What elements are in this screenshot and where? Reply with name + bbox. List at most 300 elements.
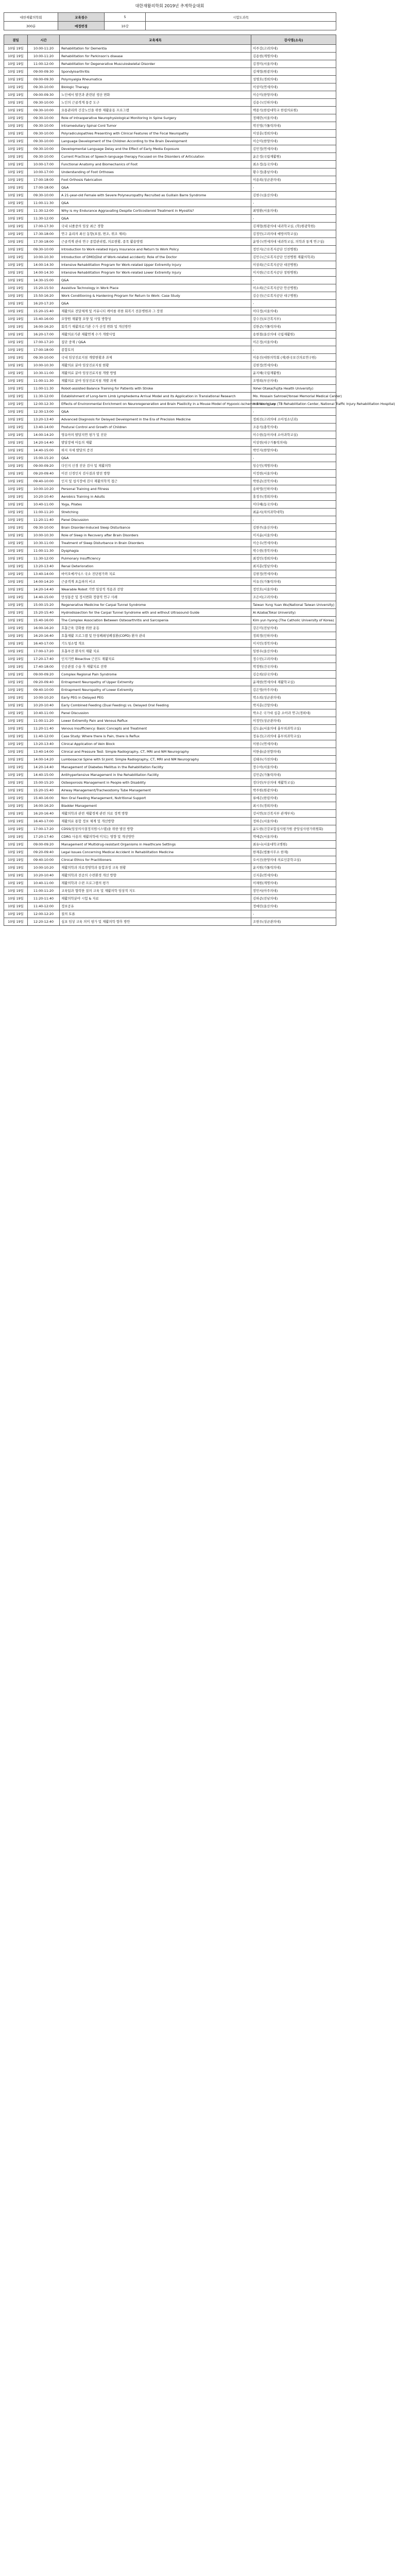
row-title: Bladder Management	[60, 802, 251, 810]
row-time: 16:20-16:40	[28, 810, 60, 818]
row-time: 09:40-10:00	[28, 686, 60, 694]
row-title: 교육팀과 협력한 질의 교육 및 재활의학 임상적 지도	[60, 887, 251, 895]
row-date: 10월 19일	[4, 354, 28, 362]
row-speaker: -	[251, 184, 336, 192]
row-title: Management of Multidrug-resistant Organisms in Healthcare Settings	[60, 841, 251, 849]
row-speaker: 김재형(원광의대 내과학교실, (학)원광학원)	[251, 223, 336, 230]
row-title: 재활의학과 전공의 수련환경 개선 방향	[60, 872, 251, 879]
row-date: 10월 19일	[4, 849, 28, 856]
table-row	[4, 918, 336, 926]
row-speaker: 한재훈(법률사무소 한재)	[251, 849, 336, 856]
row-time: 11:20-11:40	[28, 516, 60, 524]
row-speaker: 이채원(계명의대)	[251, 879, 336, 887]
table-row	[4, 740, 336, 748]
row-time: 12:00-12:30	[28, 400, 60, 408]
row-speaker: 박현준(전북의대)	[251, 478, 336, 485]
row-time: 09:00-09:30	[28, 68, 60, 76]
row-date: 10월 19일	[4, 601, 28, 609]
row-time: 17:00-17:30	[28, 223, 60, 230]
row-title: Venous Insufficiency: Basic Concepts and Treatment	[60, 725, 251, 733]
row-date: 10월 19일	[4, 563, 28, 570]
table-row	[4, 478, 336, 485]
row-speaker: Yohei Otaka(Fujita Health University)	[251, 385, 336, 393]
table-row	[4, 431, 336, 439]
row-speaker: 임현우(울산의대)	[251, 648, 336, 655]
row-date: 10월 19일	[4, 138, 28, 145]
row-title: Rehabilitation for Dementia	[60, 45, 251, 53]
row-time: 11:00-11:30	[28, 199, 60, 207]
table-row	[4, 547, 336, 555]
row-speaker: 최영환(서울의대)	[251, 207, 336, 215]
row-date: 10월 19일	[4, 709, 28, 717]
row-date: 10월 19일	[4, 694, 28, 702]
table-row	[4, 207, 336, 215]
row-date: 10월 19일	[4, 733, 28, 740]
row-speaker: 박소희(성균관의대)	[251, 694, 336, 702]
row-title: Biologic Therapy	[60, 83, 251, 91]
row-date: 10월 19일	[4, 168, 28, 176]
row-date: 10월 19일	[4, 253, 28, 261]
table-row	[4, 215, 336, 223]
row-title: 재활의학과 수련 프로그램의 평가	[60, 879, 251, 887]
row-time: 09:30-10:00	[28, 246, 60, 253]
row-date: 10월 19일	[4, 223, 28, 230]
table-row	[4, 864, 336, 872]
row-speaker: -	[251, 277, 336, 284]
row-date: 10월 19일	[4, 447, 28, 454]
row-time: 10:40-11:00	[28, 501, 60, 509]
table-row	[4, 733, 336, 740]
document-title: 대한재활의학회 2019년 추계학술대회	[135, 4, 204, 8]
row-time: 11:30-12:00	[28, 207, 60, 215]
row-time: 15:00-15:20	[28, 601, 60, 609]
table-row	[4, 493, 336, 501]
table-row	[4, 825, 336, 833]
table-row	[4, 138, 336, 145]
row-date: 10월 19일	[4, 702, 28, 709]
table-row	[4, 161, 336, 168]
row-time: 16:20-16:40	[28, 632, 60, 640]
row-speaker: 조용석(충북의대)	[251, 423, 336, 431]
row-speaker: 김용수(인하의대)	[251, 99, 336, 107]
row-date: 10월 19일	[4, 794, 28, 802]
row-date: 10월 19일	[4, 771, 28, 779]
row-title: 기도청소법 개요	[60, 640, 251, 648]
row-date: 10월 19일	[4, 624, 28, 632]
row-time: 17:40-18:00	[28, 663, 60, 671]
row-time: 10:00-11:20	[28, 45, 60, 53]
row-date: 10월 19일	[4, 810, 28, 818]
row-date: 10월 19일	[4, 292, 28, 300]
row-date: 10월 19일	[4, 586, 28, 594]
row-date: 10월 19일	[4, 679, 28, 686]
row-time: 09:40-10:00	[28, 478, 60, 485]
row-date: 10월 19일	[4, 269, 28, 277]
row-speaker: -	[251, 454, 336, 462]
row-date: 10월 19일	[4, 246, 28, 253]
row-date: 10월 19일	[4, 385, 28, 393]
empty-cell	[146, 22, 336, 30]
row-time: 09:30-10:00	[28, 114, 60, 122]
row-title: Spondyloarthritis	[60, 68, 251, 76]
row-speaker: 정희진(고려의대 소아청소년과)	[251, 416, 336, 423]
row-title: Complex Regional Pain Syndrome	[60, 671, 251, 679]
table-row	[4, 462, 336, 470]
row-time: 16:00-16:20	[28, 802, 60, 810]
row-time: 10:20-10:40	[28, 493, 60, 501]
row-speaker: 김도윤(서울의대 흉부외과학교실)	[251, 725, 336, 733]
row-title: 호흡근육 강화를 위한 운동	[60, 624, 251, 632]
row-time: 11:30-12:00	[28, 555, 60, 563]
row-date: 10월 19일	[4, 532, 28, 539]
row-speaker: 정민지(근로복지공단 인천병원)	[251, 246, 336, 253]
row-title: 재활의학분야 시험 & 자료	[60, 895, 251, 903]
row-date: 10월 19일	[4, 315, 28, 323]
row-date: 10월 19일	[4, 284, 28, 292]
row-time: 15:00-15:20	[28, 779, 60, 787]
row-date: 10월 19일	[4, 83, 28, 91]
row-date: 10월 19일	[4, 76, 28, 83]
row-title: CDRG 사용의 재활의학에 미치는 영향 및 개선방안	[60, 833, 251, 841]
document	[4, 0, 395, 926]
row-time: 09:40-10:00	[28, 856, 60, 864]
row-title: Case Study: Where there is Pain, there is Reflux	[60, 733, 251, 740]
table-row	[4, 694, 336, 702]
row-speaker: 김용현(계명의대)	[251, 53, 336, 60]
table-row	[4, 60, 336, 68]
row-speaker: 이용진(대한의학회 (재)한국보건의료연구원)	[251, 354, 336, 362]
row-speaker: 박민지(한양의대)	[251, 447, 336, 454]
table-row	[4, 686, 336, 694]
row-date: 10월 19일	[4, 408, 28, 416]
row-time: 14:20-14:40	[28, 586, 60, 594]
row-time: 15:20-15:40	[28, 787, 60, 794]
table-row	[4, 516, 336, 524]
table-row	[4, 439, 336, 447]
table-row	[4, 725, 336, 733]
row-speaker: 이다정(서울의대)	[251, 308, 336, 315]
row-date: 10월 19일	[4, 524, 28, 532]
session-value: 10강	[105, 22, 146, 30]
row-date: 10월 19일	[4, 53, 28, 60]
table-row	[4, 717, 336, 725]
row-time: 11:00-12:00	[28, 60, 60, 68]
row-speaker: Kim yun hyong (The Catholic University of Korea)	[251, 617, 336, 624]
schedule-table	[4, 35, 395, 926]
row-date: 10월 19일	[4, 609, 28, 617]
row-date: 10월 19일	[4, 478, 28, 485]
row-time: 10:20-10:40	[28, 872, 60, 879]
table-row	[4, 53, 336, 60]
table-row	[4, 794, 336, 802]
row-speaker: 박진영(가톨릭의대)	[251, 122, 336, 130]
table-row	[4, 292, 336, 300]
row-date: 10월 19일	[4, 686, 28, 694]
table-row	[4, 261, 336, 269]
row-speaker: 강수진(보건복지부)	[251, 315, 336, 323]
table-row	[4, 470, 336, 478]
row-title: Regenerative Medicine for Carpal Tunnel Syndrome	[60, 601, 251, 609]
row-date: 10월 19일	[4, 145, 28, 153]
table-row	[4, 393, 336, 400]
row-time: 09:00-09:20	[28, 841, 60, 849]
row-title: Aerobics Training in Adults	[60, 493, 251, 501]
row-date: 10월 19일	[4, 833, 28, 841]
row-date: 10월 19일	[4, 516, 28, 524]
row-time: 16:20-17:20	[28, 300, 60, 308]
row-title: Foot Orthosis Fabrication	[60, 176, 251, 184]
row-date: 10월 19일	[4, 640, 28, 648]
row-time: 12:30-13:00	[28, 408, 60, 416]
row-speaker: -	[251, 346, 336, 354]
row-title: Stretching	[60, 509, 251, 516]
row-title: Antihypertensive Management in the Rehabilitation Facility	[60, 771, 251, 779]
row-time: 09:20-09:40	[28, 470, 60, 478]
row-date: 10월 19일	[4, 555, 28, 563]
row-speaker: 황수정(충남의대)	[251, 168, 336, 176]
table-row	[4, 184, 336, 192]
table-row	[4, 702, 336, 709]
row-title: Language Development of the Children According to the Brain Development	[60, 138, 251, 145]
info-row-2	[4, 22, 336, 30]
row-title: 다인지 신경 진단 검사 및 재활의학	[60, 462, 251, 470]
row-time: 10:20-10:40	[28, 702, 60, 709]
row-title: Intensive Rehabilitation Program for Work-related Lower Extremity Injury	[60, 269, 251, 277]
row-title: Understanding of Foot Orthoses	[60, 168, 251, 176]
row-title: Panel Discussion	[60, 516, 251, 524]
row-date: 10월 19일	[4, 825, 28, 833]
row-title: Effects of Environmental Enrichment on Neuroregeneration and Brain Plasticity in a Mouse Model of Hypoxic-ischemic Brain Injury	[60, 400, 251, 408]
row-date: 10월 19일	[4, 632, 28, 640]
row-time: 11:00-11:30	[28, 547, 60, 555]
row-time: 13:40-14:00	[28, 570, 60, 578]
table-row	[4, 617, 336, 624]
row-speaker: 김승희(단국의대)	[251, 671, 336, 679]
row-speaker: -	[251, 910, 336, 918]
row-date: 10월 19일	[4, 338, 28, 346]
row-title: Panel Discussion	[60, 709, 251, 717]
table-row	[4, 756, 336, 764]
row-date: 10월 19일	[4, 671, 28, 679]
row-title: Q&A	[60, 184, 251, 192]
row-title: Developmental Language Delay and the Effect of Early Media Exposure	[60, 145, 251, 153]
row-date: 10월 19일	[4, 400, 28, 408]
row-speaker: 김현정(연세의대)	[251, 362, 336, 369]
table-row	[4, 609, 336, 617]
table-row	[4, 895, 336, 903]
row-speaker: 이지현(근로복지공단 창원병원)	[251, 269, 336, 277]
table-row	[4, 346, 336, 354]
table-row	[4, 315, 336, 323]
row-date: 10월 19일	[4, 176, 28, 184]
row-speaker: 김현수(울산의대)	[251, 192, 336, 199]
row-speaker: 윤재현(연세의대 재활학교실)	[251, 679, 336, 686]
table-row	[4, 223, 336, 230]
table-row	[4, 377, 336, 385]
row-time: 14:00-14:20	[28, 578, 60, 586]
row-date: 10월 19일	[4, 918, 28, 926]
row-date: 10월 19일	[4, 748, 28, 756]
row-title: 재활의료 통합 정보 체계 및 개선방향	[60, 818, 251, 825]
row-speaker: -	[251, 199, 336, 207]
row-title: Introduction of DMO(Dist of Work-related accident): Role of the Doctor	[60, 253, 251, 261]
row-time: 10:00-11:20	[28, 53, 60, 60]
row-date: 10월 19일	[4, 45, 28, 53]
row-speaker: 이주강(고려의대)	[251, 45, 336, 53]
row-date: 10월 19일	[4, 887, 28, 895]
row-date: 10월 19일	[4, 756, 28, 764]
row-speaker: 장민서(아주의대)	[251, 887, 336, 895]
row-title: 만성통증 및 정서변화 정량적 연구 사례	[60, 594, 251, 601]
table-row	[4, 856, 336, 864]
row-time: 10:00-10:20	[28, 864, 60, 872]
row-date: 10월 19일	[4, 655, 28, 663]
table-row	[4, 238, 336, 246]
schedule-body	[4, 45, 395, 926]
table-row	[4, 99, 336, 107]
row-date: 10월 19일	[4, 68, 28, 76]
table-row	[4, 640, 336, 648]
table-row	[4, 764, 336, 771]
row-time: 17:30-18:00	[28, 238, 60, 246]
row-speaker: 이상희(근로복지공단 대전병원)	[251, 261, 336, 269]
row-date: 10월 19일	[4, 764, 28, 771]
info-row-1	[4, 13, 336, 22]
row-speaker: -	[251, 516, 336, 524]
row-speaker: 정다빈(부산의대 재활학교실)	[251, 779, 336, 787]
row-speaker: 백종석(한림대학교 한림의료원)	[251, 107, 336, 114]
row-date: 10월 19일	[4, 261, 28, 269]
table-row	[4, 632, 336, 640]
row-time: 15:50-16:20	[28, 292, 60, 300]
table-row	[4, 246, 336, 253]
row-title: Postural Control and Growth of Children	[60, 423, 251, 431]
row-title: 바이오메카닉스 국소 진단평가와 치료	[60, 570, 251, 578]
table-row	[4, 153, 336, 161]
row-title: A 21-year-old Female with Severe Polyneuropathy Recruited as Guillain Barre Syndrome	[60, 192, 251, 199]
row-time: 14:40-15:00	[28, 594, 60, 601]
table-row	[4, 524, 336, 532]
row-date: 10월 19일	[4, 648, 28, 655]
table-row	[4, 400, 336, 408]
row-time: 12:00-12:20	[28, 910, 60, 918]
row-speaker: 김하준(전남의대)	[251, 895, 336, 903]
row-time: 11:00-11:20	[28, 717, 60, 725]
row-title: 종합토의	[60, 346, 251, 354]
row-speaker: 정민호(서울의대)	[251, 586, 336, 594]
row-speaker: 김승진(근로복지공단 대구병원)	[251, 292, 336, 300]
row-time: 09:30-10:00	[28, 145, 60, 153]
table-row	[4, 323, 336, 331]
row-title: Q&A	[60, 277, 251, 284]
row-title: 재활의학과 관련 재활경제 관련 의료 정책 방향	[60, 810, 251, 818]
table-row	[4, 509, 336, 516]
table-row	[4, 601, 336, 609]
row-speaker: 김은영(아주의대)	[251, 686, 336, 694]
row-speaker: 최지훈(영남의대)	[251, 563, 336, 570]
table-row	[4, 501, 336, 509]
row-date: 10월 19일	[4, 192, 28, 199]
col-speaker: 강사명(소속)	[251, 35, 336, 45]
table-row	[4, 331, 336, 338]
row-time: 14:40-15:00	[28, 771, 60, 779]
row-time: 14:00-14:20	[28, 431, 60, 439]
row-time: 09:30-10:00	[28, 192, 60, 199]
row-time: 09:00-09:20	[28, 671, 60, 679]
table-row	[4, 771, 336, 779]
table-row	[4, 663, 336, 671]
row-date: 10월 19일	[4, 130, 28, 138]
row-title: 호흡부전 환자의 재활 치료	[60, 648, 251, 655]
row-title: Rehabilitation for Parkinson's disease	[60, 53, 251, 60]
row-date: 10월 19일	[4, 439, 28, 447]
row-title: Q&A	[60, 408, 251, 416]
hours-value: 300분	[4, 22, 58, 30]
row-speaker: 김민정(연세의대)	[251, 145, 336, 153]
row-speaker: 김태우(가천의대)	[251, 756, 336, 764]
row-speaker: 정희경(인하의대)	[251, 632, 336, 640]
row-speaker: Mo. Hossain Sahrowi(Yonsei Memorial Medical Center)	[251, 393, 336, 400]
row-date: 10월 19일	[4, 802, 28, 810]
row-time: 12:20-12:40	[28, 918, 60, 926]
row-date: 10월 19일	[4, 663, 28, 671]
row-time: 09:00-09:20	[28, 462, 60, 470]
row-title: 국내 임상진료지침 개발현황과 과제	[60, 354, 251, 362]
row-title: Yoga, Pilates	[60, 501, 251, 509]
row-speaker: 신지훈(연세의대)	[251, 872, 336, 879]
row-speaker: 정유진(고려의대 흉부외과학교실)	[251, 733, 336, 740]
row-speaker: 조명희(부산의대)	[251, 377, 336, 385]
row-speaker: 윤지혜(국립재활원)	[251, 369, 336, 377]
row-speaker: 김민준(가톨릭의대)	[251, 771, 336, 779]
row-date: 10월 19일	[4, 903, 28, 910]
row-speaker: 김현정(연세의대)	[251, 570, 336, 578]
row-speaker: 정예린(울산의대)	[251, 903, 336, 910]
row-time: 09:30-10:00	[28, 130, 60, 138]
row-speaker: 윤도현(건강보험심사평가원 중앙심사평가위원회)	[251, 825, 336, 833]
table-row	[4, 145, 336, 153]
row-title: Hydrodissection for the Carpal Tunnel Syndrome with and without Ultrasound Guide	[60, 609, 251, 617]
row-date: 10월 19일	[4, 122, 28, 130]
row-time: 17:00-17:20	[28, 338, 60, 346]
row-time: 09:20-09:40	[28, 849, 60, 856]
row-title: Q&A	[60, 454, 251, 462]
table-row	[4, 416, 336, 423]
row-time: 17:00-18:00	[28, 184, 60, 192]
table-row	[4, 385, 336, 393]
row-speaker: 이정민(성균관의대)	[251, 717, 336, 725]
row-time: 14:00-14:30	[28, 269, 60, 277]
row-time: 09:30-10:00	[28, 107, 60, 114]
row-time: 14:20-14:40	[28, 764, 60, 771]
row-speaker: 류예은(한림의대)	[251, 794, 336, 802]
org-name: 대한재활의학회	[4, 13, 58, 22]
row-time: 10:00-17:00	[28, 168, 60, 176]
table-row	[4, 76, 336, 83]
row-speaker: 이다혜(동국의대)	[251, 501, 336, 509]
col-date: 결일	[4, 35, 28, 45]
table-row	[4, 168, 336, 176]
table-row	[4, 655, 336, 663]
row-date: 10월 19일	[4, 872, 28, 879]
row-date: 10월 19일	[4, 454, 28, 462]
row-title: Role of Intraoperative Neurophysiological Monitoring in Spine Surgery	[60, 114, 251, 122]
table-row	[4, 423, 336, 431]
row-time: 10:00-10:30	[28, 362, 60, 369]
row-speaker: 정해란(서울의대)	[251, 114, 336, 122]
session-label: 예정변경	[58, 22, 105, 30]
row-time: 17:00-18:00	[28, 176, 60, 184]
